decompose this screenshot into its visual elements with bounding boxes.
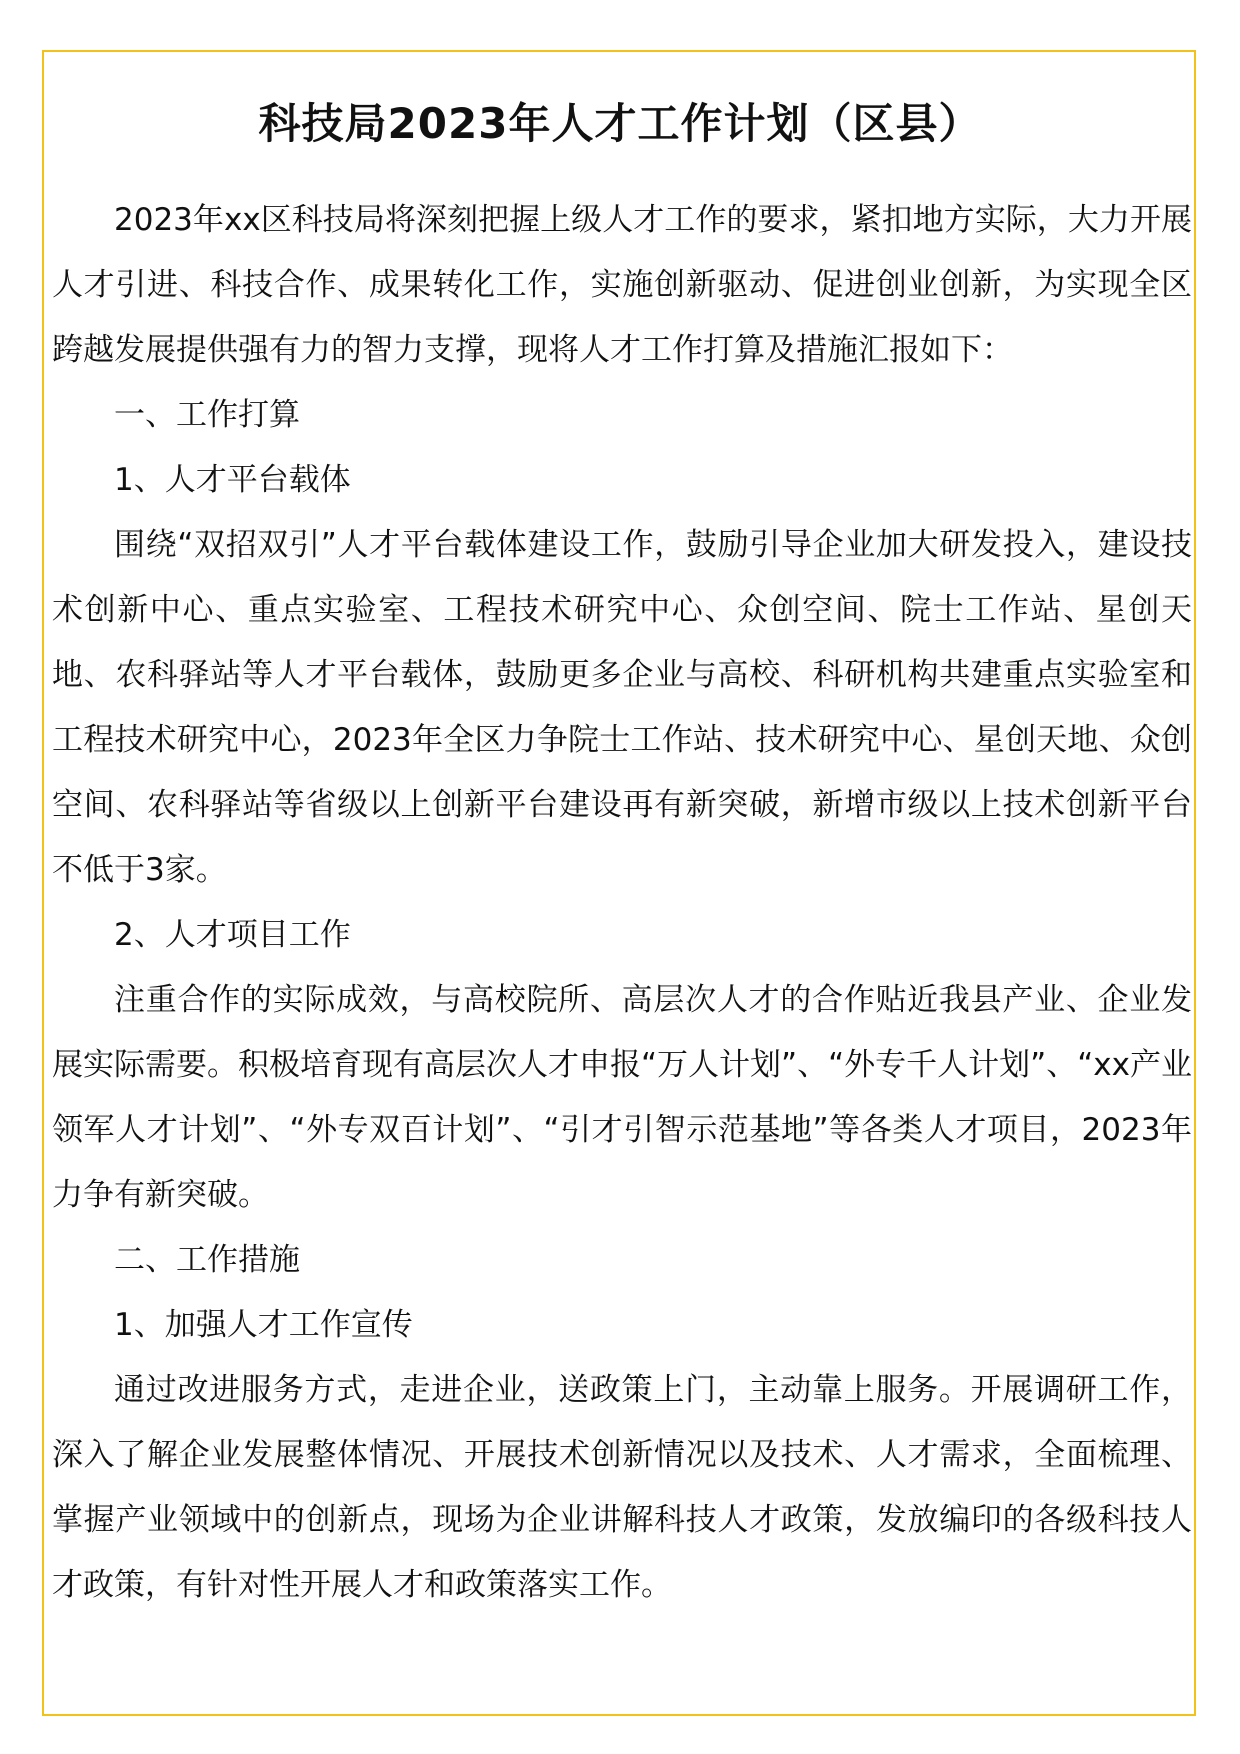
section-heading-measures: 二、工作措施 [114, 1242, 300, 1278]
intro-paragraph: 2023年xx区科技局将深刻把握上级人才工作的要求，紧扣地方实际，大力开展人才引进、科技合作、成果转化工作，实施创新驱动、促进创业创新，为实现全区跨越发展提供强有力的智力支撑，现将人才工作打算及措施汇报如下： [52, 202, 1192, 368]
subheading-publicity: 1、加强人才工作宣传 [114, 1307, 413, 1343]
document-title: 科技局2023年人才工作计划（区县） [258, 99, 982, 148]
paragraph-publicity: 通过改进服务方式，走进企业，送政策上门，主动靠上服务。开展调研工作，深入了解企业发展整体情况、开展技术创新情况以及技术、人才需求，全面梳理、掌握产业领域中的创新点，现场为企业讲解科技人才政策，发放编印的各级科技人才政策，有针对性开展人才和政策落实工作。 [52, 1372, 1192, 1603]
subheading-talent-platforms: 1、人才平台载体 [114, 462, 351, 498]
paragraph-talent-platforms: 围绕“双招双引”人才平台载体建设工作，鼓励引导企业加大研发投入，建设技术创新中心、重点实验室、工程技术研究中心、众创空间、院士工作站、星创天地、农科驿站等人才平台载体，鼓励更多企业与高校、科研机构共建重点实验室和工程技术研究中心，2023年全区力争院士工作站、技术研究中心、星创天地、众创空间、农科驿站等省级以上创新平台建设再有新突破，新增市级以上技术创新平台不低于3家。 [52, 527, 1192, 888]
paragraph-talent-projects: 注重合作的实际成效，与高校院所、高层次人才的合作贴近我县产业、企业发展实际需要。积极培育现有高层次人才申报“万人计划”、“外专千人计划”、“xx产业领军人才计划”、“外专双百计划”、“引才引智示范基地”等各类人才项目，2023年力争有新突破。 [52, 982, 1192, 1213]
subheading-talent-projects: 2、人才项目工作 [114, 917, 351, 953]
section-heading-plans: 一、工作打算 [114, 397, 300, 433]
document-body [52, 188, 1192, 1618]
